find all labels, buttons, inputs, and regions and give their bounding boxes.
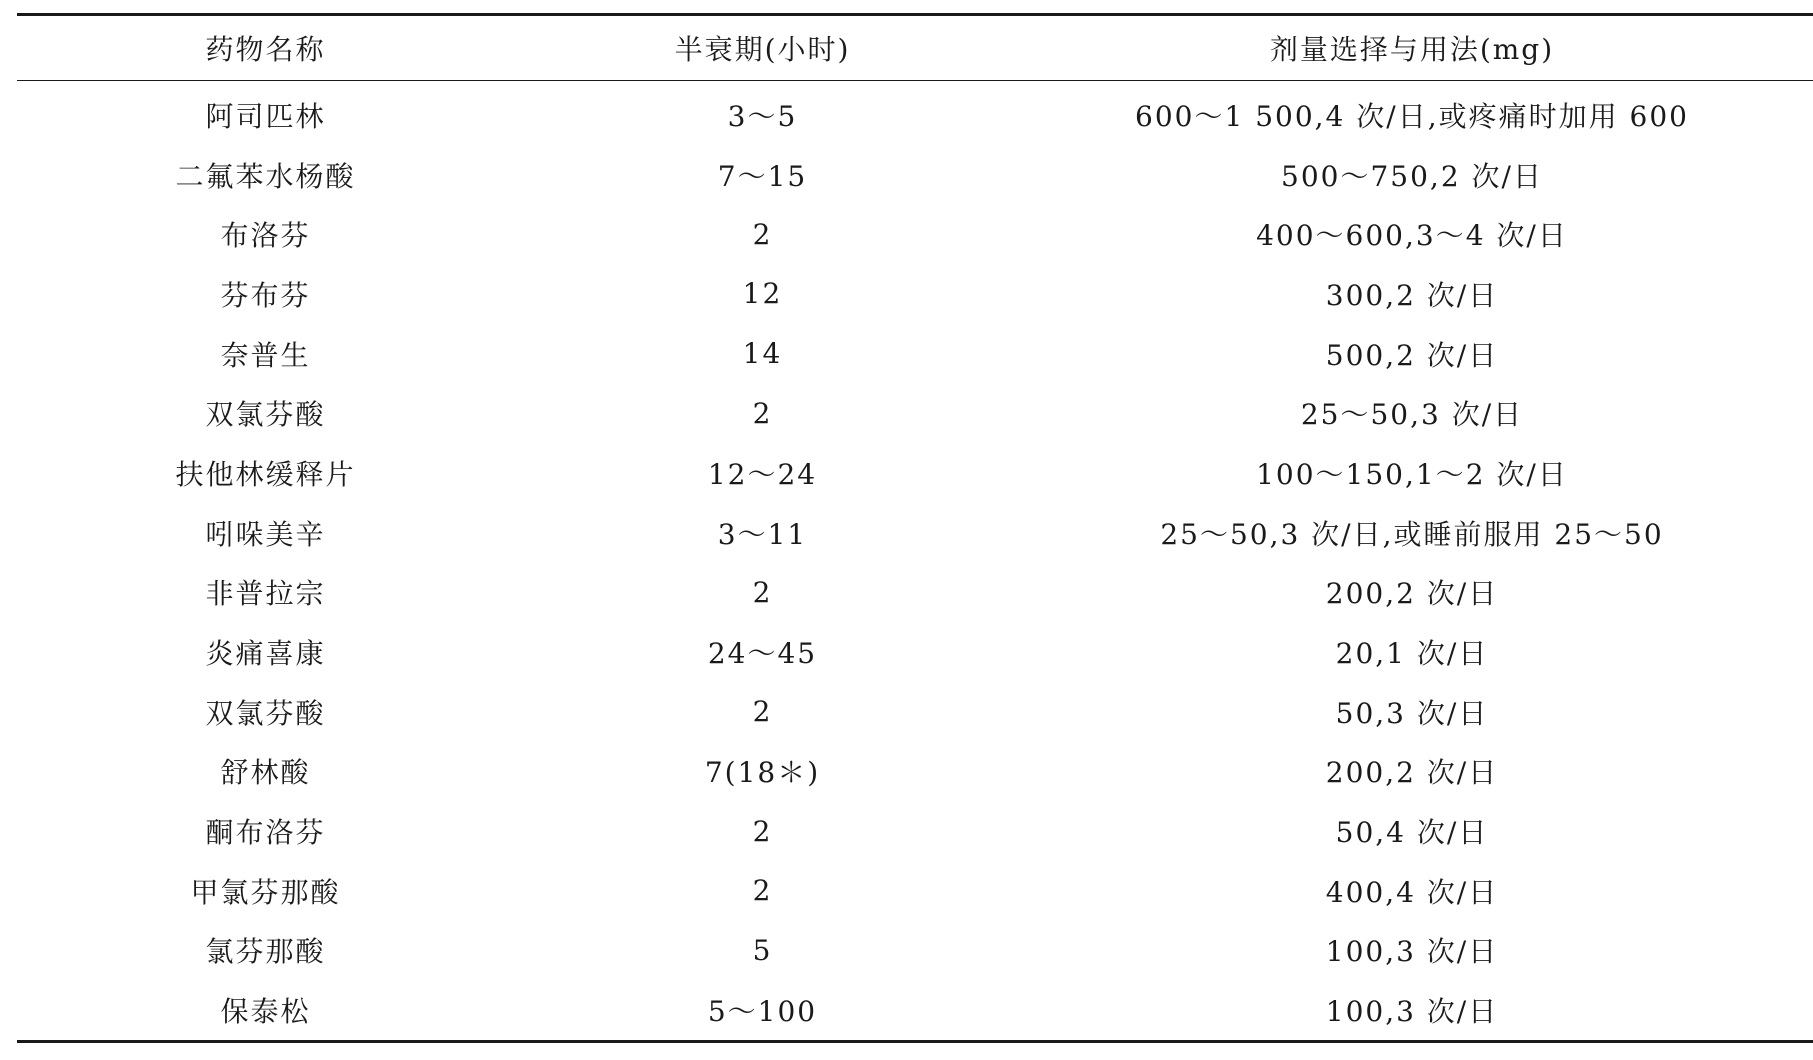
half-life-cell: 2	[752, 874, 773, 908]
table-row	[17, 443, 1813, 503]
half-life-cell: 7(18＊)	[704, 756, 821, 790]
table-row	[17, 503, 1813, 563]
table-row	[17, 921, 1813, 981]
drug-name-cell: 布洛芬	[220, 219, 311, 253]
drug-name-cell: 保泰松	[17, 980, 514, 1041]
table-row	[17, 81, 1813, 145]
table-row	[17, 383, 1813, 443]
half-life-cell: 2	[752, 396, 773, 430]
table-row	[17, 801, 1813, 861]
drug-name-cell: 舒林酸	[220, 756, 311, 790]
table-row	[17, 980, 1813, 1041]
drug-name-cell: 二氟苯水杨酸	[175, 159, 356, 193]
dosage-cell: 50,3 次/日	[1335, 696, 1489, 730]
table-body	[17, 81, 1813, 1042]
table-row	[17, 324, 1813, 384]
dosage-cell: 50,4 次/日	[1335, 816, 1489, 850]
table-row	[17, 742, 1813, 802]
dosage-cell: 100,3 次/日	[1011, 980, 1813, 1041]
half-life-cell: 2	[752, 575, 773, 609]
drug-name-cell: 氯芬那酸	[205, 935, 326, 969]
table-row	[17, 622, 1813, 682]
half-life-cell: 2	[752, 814, 773, 848]
dosage-cell: 100,3 次/日	[1325, 935, 1499, 969]
dosage-cell: 100～150,1～2 次/日	[1256, 457, 1568, 491]
dosage-cell: 200,2 次/日	[1325, 577, 1499, 611]
header-drug-name: 药物名称	[17, 15, 514, 81]
half-life-cell: 5～100	[514, 980, 1011, 1041]
dosage-cell: 20,1 次/日	[1335, 637, 1489, 671]
drug-name-cell: 双氯芬酸	[205, 398, 326, 432]
half-life-cell: 12	[742, 277, 783, 311]
dosage-cell: 400,4 次/日	[1325, 875, 1499, 909]
table-row	[17, 264, 1813, 324]
dosage-cell: 600～1 500,4 次/日,或疼痛时加用 600	[1135, 99, 1689, 133]
dosage-cell: 25～50,3 次/日,或睡前服用 25～50	[1160, 517, 1664, 551]
half-life-cell: 2	[752, 695, 773, 729]
drug-name-cell: 扶他林缓释片	[175, 457, 356, 491]
table-row	[17, 145, 1813, 205]
drug-name-cell: 非普拉宗	[205, 577, 326, 611]
table-row	[17, 563, 1813, 623]
half-life-cell: 7～15	[717, 159, 808, 193]
half-life-cell: 3～5	[727, 99, 798, 133]
drug-dosage-table	[17, 13, 1813, 1043]
half-life-cell: 2	[752, 217, 773, 251]
dosage-cell: 400～600,3～4 次/日	[1256, 219, 1568, 253]
drug-name-cell: 酮布洛芬	[205, 816, 326, 850]
table-row	[17, 204, 1813, 264]
drug-name-cell: 甲氯芬那酸	[190, 875, 341, 909]
half-life-cell: 5	[752, 933, 773, 967]
drug-name-cell: 芬布芬	[220, 278, 311, 312]
drug-name-cell: 奈普生	[220, 338, 311, 372]
dosage-cell: 500,2 次/日	[1325, 338, 1499, 372]
drug-name-cell: 阿司匹林	[205, 99, 326, 133]
table-row	[17, 682, 1813, 742]
header-dosage: 剂量选择与用法(mg)	[1011, 15, 1813, 81]
header-row	[17, 15, 1813, 81]
half-life-cell: 14	[742, 337, 783, 371]
drug-name-cell: 双氯芬酸	[205, 696, 326, 730]
half-life-cell: 12～24	[707, 457, 818, 491]
dosage-cell: 25～50,3 次/日	[1300, 398, 1524, 432]
dosage-cell: 500～750,2 次/日	[1281, 159, 1543, 193]
table-row	[17, 861, 1813, 921]
dosage-cell: 200,2 次/日	[1325, 756, 1499, 790]
table-header	[17, 15, 1813, 81]
drug-name-cell: 炎痛喜康	[205, 637, 326, 671]
half-life-cell: 3～11	[717, 517, 808, 551]
header-half-life: 半衰期(小时)	[514, 15, 1011, 81]
drug-dosage-table-container	[17, 13, 1813, 1043]
dosage-cell: 300,2 次/日	[1325, 278, 1499, 312]
drug-name-cell: 吲哚美辛	[205, 517, 326, 551]
half-life-cell: 24～45	[707, 637, 818, 671]
